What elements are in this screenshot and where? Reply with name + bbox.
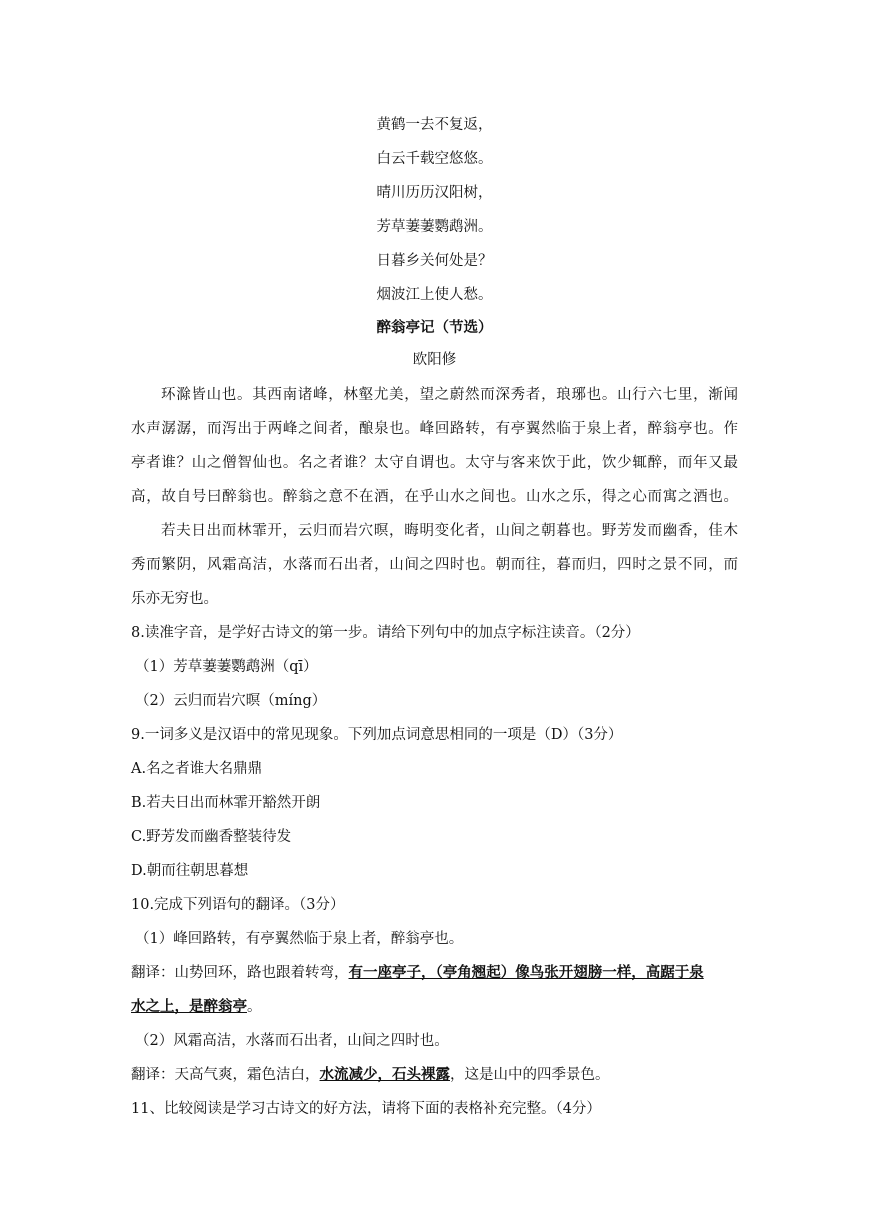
question-8-stem: 8.读准字音，是学好古诗文的第一步。请给下列句中的加点字标注读音。（2分） — [131, 625, 640, 641]
questions-section — [131, 616, 751, 1126]
question-8-item-2: （2）云归而岩穴暝（míng） — [135, 693, 327, 709]
paragraph-line: 亭者谁？山之僧智仙也。名之者谁？太守自谓也。太守与客来饮于此，饮少辄醉，而年又最 — [131, 455, 738, 471]
poem-line: 烟波江上使人愁。 — [376, 287, 493, 303]
poem-line: 日暮乡关何处是？ — [376, 253, 493, 269]
paragraph-line: 水声潺潺，而泻出于两峰之间者，酿泉也。峰回路转，有亭翼然临于泉上者，醉翁亭也。作 — [131, 421, 738, 437]
translation-end: 。 — [247, 999, 262, 1015]
question-9-option-b: B.若夫日出而林霏开豁然开朗 — [131, 795, 321, 811]
poem-line: 晴川历历汉阳树， — [376, 185, 493, 201]
essay-author: 欧阳修 — [412, 352, 457, 368]
poem-line: 黄鹤一去不复返， — [376, 117, 493, 133]
poem-block — [0, 108, 869, 312]
question-9-option-d: D.朝而往朝思暮想 — [131, 863, 249, 879]
question-10-translation-2 — [131, 1058, 751, 1092]
question-10-item-1: （1）峰回路转，有亭翼然临于泉上者，醉翁亭也。 — [135, 931, 464, 947]
translation-answer: 水之上，是醉翁亭 — [131, 998, 247, 1015]
question-9-stem: 9.一词多义是汉语中的常见现象。下列加点词意思相同的一项是（D）（3分） — [131, 727, 623, 743]
paragraph-line: 秀而繁阴，风霜高洁，水落而石出者，山间之四时也。朝而往，暮而归，四时之景不同，而 — [131, 557, 738, 573]
question-11-stem: 11、比较阅读是学习古诗文的好方法，请将下面的表格补充完整。（4分） — [131, 1101, 601, 1117]
question-10-translation-1 — [131, 956, 751, 990]
translation-prefix: 翻译：山势回环，路也跟着转弯， — [131, 965, 349, 981]
question-10-item-2: （2）风霜高洁，水落而石出者，山间之四时也。 — [135, 1033, 449, 1049]
question-10-translation-1-cont — [131, 990, 751, 1024]
question-9-option-c: C.野芳发而幽香整装待发 — [131, 829, 292, 845]
translation-prefix: 翻译：天高气爽，霜色洁白， — [131, 1067, 320, 1083]
translation-answer: 水流减少，石头裸露 — [319, 1066, 450, 1083]
translation-suffix: ，这是山中的四季景色。 — [450, 1067, 610, 1083]
paragraph-line: 环滁皆山也。其西南诸峰，林壑尤美，望之蔚然而深秀者，琅琊也。山行六七里，渐闻 — [161, 387, 738, 403]
essay-title: 醉翁亭记（节选） — [376, 319, 493, 336]
paragraph-line: 若夫日出而林霏开，云归而岩穴暝，晦明变化者，山间之朝暮也。野芳发而幽香，佳木 — [161, 523, 738, 539]
question-8-item-1: （1）芳草萋萋鹦鹉洲（qī） — [135, 659, 318, 675]
question-9-option-a: A.名之者谁大名鼎鼎 — [131, 761, 263, 777]
question-10-stem: 10.完成下列语句的翻译。（3分） — [131, 897, 345, 913]
poem-line: 芳草萋萋鹦鹉洲。 — [376, 219, 493, 235]
paragraph-line: 高，故自号曰醉翁也。醉翁之意不在酒，在乎山水之间也。山水之乐，得之心而寓之酒也。 — [131, 489, 738, 505]
poem-line: 白云千载空悠悠。 — [376, 151, 493, 167]
paragraph-line: 乐亦无穷也。 — [131, 591, 218, 607]
translation-answer: 有一座亭子，（亭角翘起）像鸟张开翅膀一样，高踞于泉 — [348, 964, 704, 981]
essay-text — [131, 378, 738, 616]
